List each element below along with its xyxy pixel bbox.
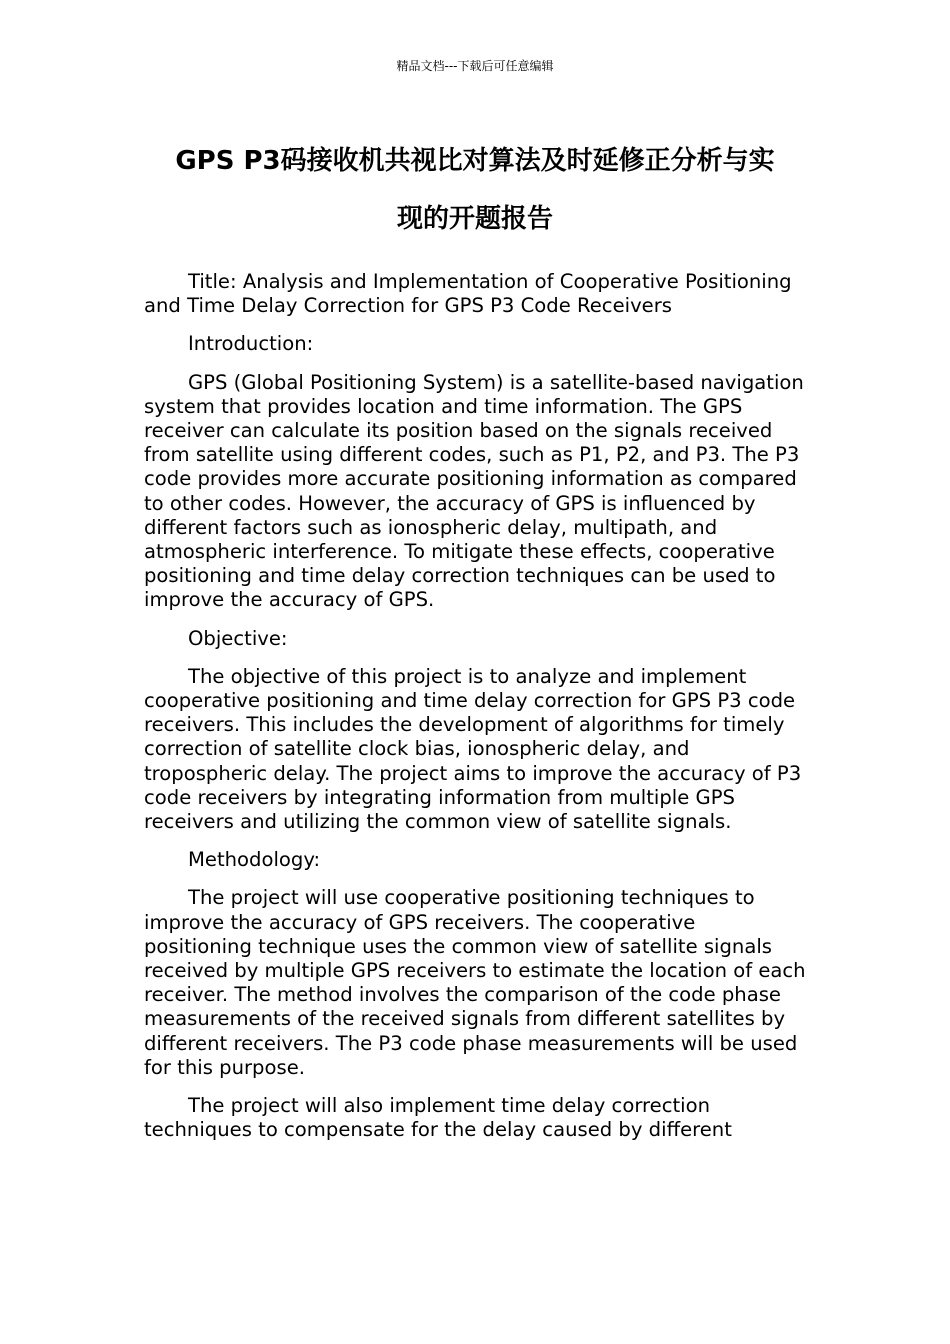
title-line-2: 现的开题报告 bbox=[396, 204, 553, 234]
heading-objective: Objective: bbox=[188, 626, 288, 650]
header-note: 精品文档---下载后可任意编辑 bbox=[396, 59, 554, 73]
heading-introduction: Introduction: bbox=[188, 332, 314, 356]
paragraph-methodology: The project will use cooperative positioning techniques to improve the accuracy of GPS receivers. The cooperative positioning technique uses the common view of satellite signals received by multiple GPS receivers to estimate the location of each receiver. The method involves the comparison of the code phase measurements of the received signals from different satellites by different receivers. The P3 code phase measurements will be used for this purpose. bbox=[144, 886, 806, 1079]
document-body bbox=[144, 270, 808, 1157]
heading-methodology: Methodology: bbox=[188, 848, 321, 872]
paragraph-title: Title: Analysis and Implementation of Cooperative Positioning and Time Delay Correction for GPS P3 Code Receivers bbox=[144, 270, 792, 318]
paragraph-time-delay: The project will also implement time delay correction techniques to compensate for the delay caused by different bbox=[144, 1094, 732, 1142]
title-line-1: GPS P3码接收机共视比对算法及时延修正分析与实 bbox=[175, 146, 775, 176]
paragraph-introduction: GPS (Global Positioning System) is a satellite-based navigation system that provides location and time information. The GPS receiver can calculate its position based on the signals received from satellite using different codes, such as P1, P2, and P3. The P3 code provides more accurate positioning information as compared to other codes. However, the accuracy of GPS is influenced by different factors such as ionospheric delay, multipath, and atmospheric interference. To mitigate these effects, cooperative positioning and time delay correction techniques can be used to improve the accuracy of GPS. bbox=[144, 370, 804, 612]
paragraph-objective: The objective of this project is to analyze and implement cooperative positioning and time delay correction for GPS P3 code receivers. This includes the development of algorithms for timely correction of satellite clock bias, ionospheric delay, and tropospheric delay. The project aims to improve the accuracy of P3 code receivers by integrating information from multiple GPS receivers and utilizing the common view of satellite signals. bbox=[144, 664, 802, 834]
document-title bbox=[130, 132, 820, 248]
